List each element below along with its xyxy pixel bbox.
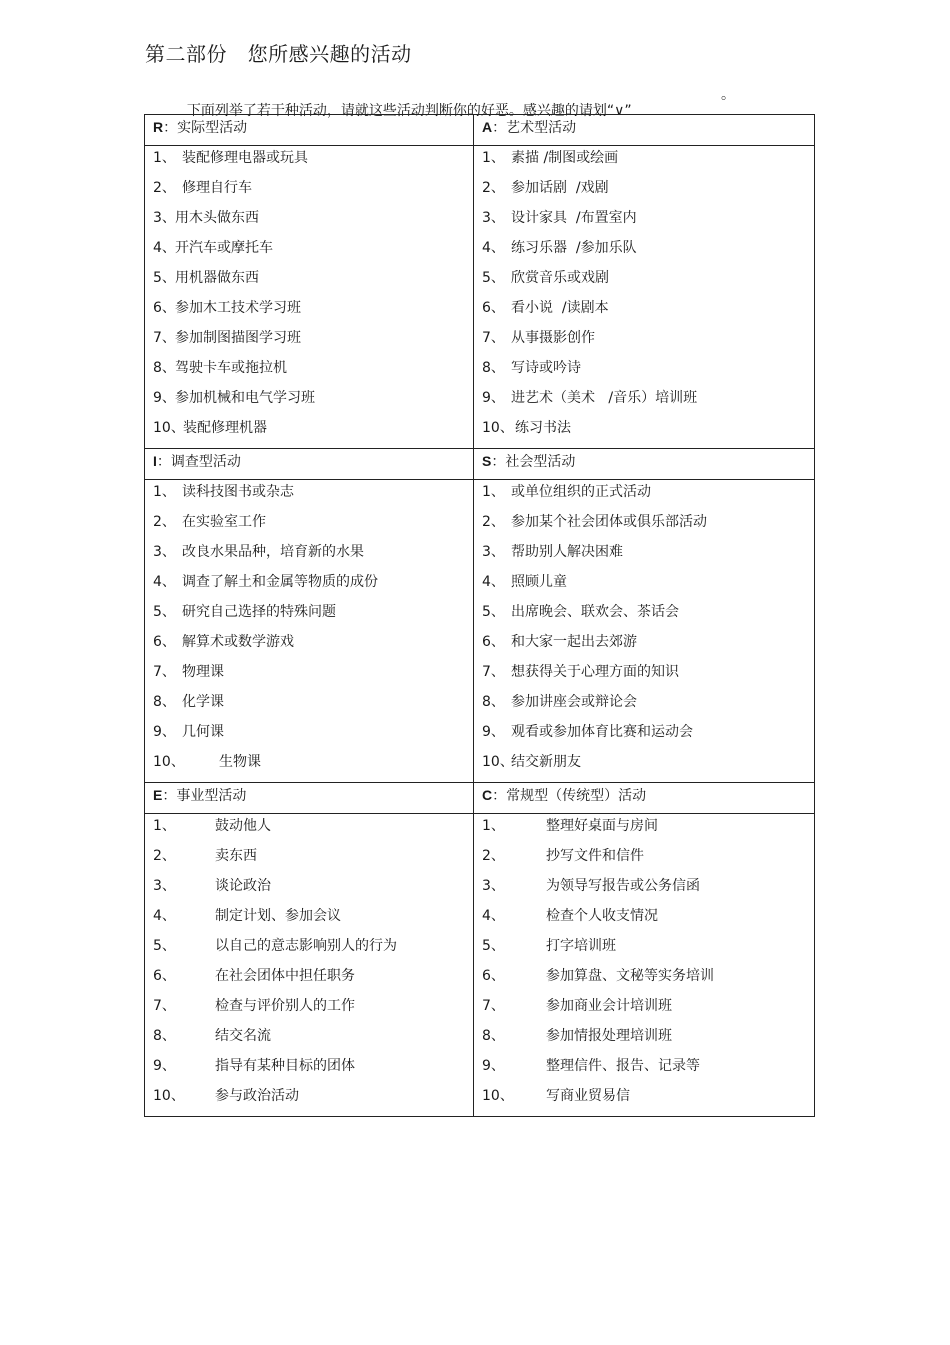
activity-item: [482, 267, 814, 297]
activity-number: 3、: [482, 544, 505, 560]
activity-text: 装配修理电器或玩具: [182, 150, 308, 166]
activity-item: [482, 721, 814, 751]
activity-text: 看小说 /读剧本: [511, 300, 609, 316]
activity-item: [482, 511, 814, 541]
activity-text: 检查与评价别人的工作: [215, 998, 355, 1014]
activity-number: 7、: [482, 664, 505, 680]
activity-item: [153, 237, 473, 267]
activity-text: 研究自己选择的特殊问题: [182, 604, 336, 620]
activity-item: [482, 327, 814, 357]
activity-item: [153, 631, 473, 661]
activity-text: 参加制图描图学习班: [175, 330, 301, 346]
activity-text: 整理好桌面与房间: [546, 818, 658, 834]
activity-number: 2、: [153, 848, 176, 864]
activity-item: [482, 751, 814, 781]
activity-item: [153, 661, 473, 691]
activity-item: [482, 237, 814, 267]
activity-item: [153, 327, 473, 357]
activity-item: [482, 481, 814, 511]
section-header-r: [145, 115, 474, 146]
activity-number: 9、: [153, 390, 176, 406]
activity-item: [482, 147, 814, 177]
section-list-r: [145, 146, 474, 449]
section-title: ：调查型活动: [156, 454, 241, 470]
activity-text: 参与政治活动: [215, 1088, 299, 1104]
activity-number: 7、: [482, 998, 505, 1014]
activity-text: 物理课: [182, 664, 224, 680]
activity-item: [153, 417, 473, 447]
activity-text: 参加机械和电气学习班: [175, 390, 315, 406]
activity-item: [482, 1055, 814, 1085]
activity-item: [153, 751, 473, 781]
activity-text: 解算术或数学游戏: [182, 634, 294, 650]
activity-text: 整理信件、报告、记录等: [546, 1058, 700, 1074]
activity-number: 7、: [482, 330, 505, 346]
activity-text: 帮助别人解决困难: [511, 544, 623, 560]
activity-text: 装配修理机器: [183, 420, 267, 436]
section-code: E: [153, 787, 163, 803]
activity-item: [153, 297, 473, 327]
activity-number: 1、: [153, 484, 176, 500]
activity-item: [482, 417, 814, 447]
activity-number: 6、: [153, 968, 176, 984]
section-header-i: [145, 449, 474, 480]
activity-item: [153, 721, 473, 751]
section-code: C: [482, 787, 493, 803]
activity-number: 4、: [482, 240, 505, 256]
activity-number: 4、: [153, 574, 176, 590]
activity-number: 8、: [153, 694, 176, 710]
activity-number: 6、: [482, 300, 505, 316]
activity-text: 参加算盘、文秘等实务培训: [546, 968, 714, 984]
activity-number: 5、: [153, 938, 176, 954]
activity-text: 用机器做东西: [175, 270, 259, 286]
section-list-s: [474, 480, 815, 783]
activity-text: 参加情报处理培训班: [546, 1028, 672, 1044]
activity-text: 从事摄影创作: [511, 330, 595, 346]
section-header-s: [474, 449, 815, 480]
activity-text: 开汽车或摩托车: [175, 240, 273, 256]
activity-text: 参加木工技术学习班: [175, 300, 301, 316]
activity-item: [153, 905, 473, 935]
activity-text: 谈论政治: [215, 878, 271, 894]
activity-item: [153, 601, 473, 631]
activity-number: 3、: [153, 878, 176, 894]
activity-item: [153, 177, 473, 207]
activity-number: 2、: [153, 180, 176, 196]
activity-text: 指导有某种目标的团体: [215, 1058, 355, 1074]
activity-item: [482, 845, 814, 875]
activity-item: [153, 207, 473, 237]
activity-item: [153, 935, 473, 965]
activity-text: 结交新朋友: [511, 754, 581, 770]
activity-item: [482, 691, 814, 721]
activity-number: 2、: [482, 848, 505, 864]
activity-item: [482, 387, 814, 417]
activity-item: [153, 571, 473, 601]
section-header-c: [474, 783, 815, 814]
activity-number: 5、: [153, 270, 176, 286]
section-header-a: [474, 115, 815, 146]
activity-item: [482, 297, 814, 327]
activity-item: [153, 481, 473, 511]
section-list-e: [145, 814, 474, 1117]
activity-number: 5、: [482, 270, 505, 286]
section-title: ：艺术型活动: [492, 120, 577, 136]
activity-number: 9、: [153, 1058, 176, 1074]
activity-text: 设计家具 /布置室内: [511, 210, 637, 226]
section-title: ：实际型活动: [163, 120, 248, 136]
activity-text: 卖东西: [215, 848, 257, 864]
activity-item: [482, 541, 814, 571]
activity-number: 9、: [153, 724, 176, 740]
activity-text: 结交名流: [215, 1028, 271, 1044]
activity-item: [482, 995, 814, 1025]
activity-text: 读科技图书或杂志: [182, 484, 294, 500]
activity-text: 为领导写报告或公务信函: [546, 878, 700, 894]
activity-item: [482, 965, 814, 995]
section-code: R: [153, 119, 164, 135]
section-title: ：社会型活动: [491, 454, 576, 470]
activity-item: [153, 1085, 473, 1115]
activity-number: 1、: [153, 818, 176, 834]
activity-text: 参加某个社会团体或俱乐部活动: [511, 514, 707, 530]
activity-text: 照顾儿童: [511, 574, 567, 590]
activity-number: 3、: [153, 544, 176, 560]
activity-number: 9、: [482, 724, 505, 740]
instructions-end: 。: [721, 87, 735, 103]
activity-item: [482, 207, 814, 237]
activity-number: 2、: [482, 180, 505, 196]
activity-text: 调查了解土和金属等物质的成份: [182, 574, 378, 590]
activity-item: [482, 1085, 814, 1115]
activity-number: 8、: [153, 1028, 176, 1044]
activity-text: 用木头做东西: [175, 210, 259, 226]
activity-number: 6、: [482, 968, 505, 984]
activity-number: 1、: [482, 150, 505, 166]
activity-text: 鼓动他人: [215, 818, 271, 834]
activity-number: 1、: [482, 484, 505, 500]
activity-number: 1、: [482, 818, 505, 834]
activity-item: [482, 815, 814, 845]
activity-number: 10、: [153, 1088, 185, 1104]
activity-item: [153, 815, 473, 845]
activity-survey-table: [144, 114, 815, 1117]
activity-text: 出席晚会、联欢会、茶话会: [511, 604, 679, 620]
activity-text: 以自己的意志影响别人的行为: [215, 938, 397, 954]
activity-text: 几何课: [182, 724, 224, 740]
activity-text: 制定计划、参加会议: [215, 908, 341, 924]
section-code: I: [153, 453, 157, 469]
activity-text: 检查个人收支情况: [546, 908, 658, 924]
activity-number: 7、: [153, 330, 176, 346]
activity-item: [482, 661, 814, 691]
activity-number: 8、: [482, 1028, 505, 1044]
activity-number: 9、: [482, 1058, 505, 1074]
activity-number: 3、: [482, 210, 505, 226]
activity-item: [482, 177, 814, 207]
activity-text: 改良水果品种，培育新的水果: [182, 544, 364, 560]
activity-text: 参加话剧 /戏剧: [511, 180, 609, 196]
activity-number: 10、: [153, 420, 185, 436]
activity-number: 5、: [482, 604, 505, 620]
activity-item: [153, 1055, 473, 1085]
activity-text: 想获得关于心理方面的知识: [511, 664, 679, 680]
activity-text: 参加讲座会或辩论会: [511, 694, 637, 710]
activity-item: [482, 571, 814, 601]
activity-number: 5、: [482, 938, 505, 954]
activity-number: 4、: [153, 240, 176, 256]
activity-number: 8、: [482, 694, 505, 710]
activity-text: 和大家一起出去郊游: [511, 634, 637, 650]
activity-text: 抄写文件和信件: [546, 848, 644, 864]
activity-item: [482, 631, 814, 661]
activity-item: [153, 541, 473, 571]
page-title: 第二部份 您所感兴趣的活动: [145, 42, 412, 66]
activity-number: 6、: [153, 300, 176, 316]
activity-item: [153, 267, 473, 297]
activity-text: 参加商业会计培训班: [546, 998, 672, 1014]
activity-text: 打字培训班: [546, 938, 616, 954]
activity-item: [153, 511, 473, 541]
activity-item: [482, 905, 814, 935]
activity-number: 8、: [153, 360, 176, 376]
activity-item: [482, 1025, 814, 1055]
activity-text: 驾驶卡车或拖拉机: [175, 360, 287, 376]
activity-item: [482, 935, 814, 965]
activity-item: [153, 147, 473, 177]
activity-item: [153, 845, 473, 875]
activity-text: 写诗或吟诗: [511, 360, 581, 376]
activity-text: 观看或参加体育比赛和运动会: [511, 724, 693, 740]
activity-number: 7、: [153, 664, 176, 680]
activity-text: 化学课: [182, 694, 224, 710]
activity-number: 10、: [482, 420, 514, 436]
activity-text: 欣赏音乐或戏剧: [511, 270, 609, 286]
activity-item: [482, 357, 814, 387]
instructions-text: 下面列举了若干种活动，请就这些活动判断你的好恶。感兴趣的请划“∨”: [186, 103, 632, 119]
activity-number: 2、: [482, 514, 505, 530]
activity-number: 10、: [153, 754, 185, 770]
activity-number: 1、: [153, 150, 176, 166]
activity-text: 或单位组织的正式活动: [511, 484, 651, 500]
activity-number: 2、: [153, 514, 176, 530]
section-list-c: [474, 814, 815, 1117]
activity-number: 3、: [482, 878, 505, 894]
activity-item: [153, 357, 473, 387]
activity-item: [153, 965, 473, 995]
activity-text: 练习书法: [515, 420, 571, 436]
activity-item: [153, 1025, 473, 1055]
section-title: ：事业型活动: [162, 788, 247, 804]
activity-number: 6、: [153, 634, 176, 650]
section-code: A: [482, 119, 493, 135]
activity-text: 进艺术（美术 /音乐）培训班: [511, 390, 698, 406]
activity-number: 7、: [153, 998, 176, 1014]
activity-number: 4、: [482, 574, 505, 590]
activity-item: [153, 875, 473, 905]
activity-text: 练习乐器 /参加乐队: [511, 240, 637, 256]
activity-number: 10、: [482, 754, 514, 770]
activity-item: [153, 691, 473, 721]
activity-text: 在社会团体中担任职务: [215, 968, 355, 984]
activity-text: 修理自行车: [182, 180, 252, 196]
section-code: S: [482, 453, 492, 469]
activity-item: [153, 995, 473, 1025]
activity-text: 在实验室工作: [182, 514, 266, 530]
activity-text: 素描 /制图或绘画: [511, 150, 619, 166]
activity-item: [482, 875, 814, 905]
activity-number: 4、: [482, 908, 505, 924]
activity-number: 6、: [482, 634, 505, 650]
activity-number: 3、: [153, 210, 176, 226]
section-header-e: [145, 783, 474, 814]
activity-number: 9、: [482, 390, 505, 406]
section-list-a: [474, 146, 815, 449]
activity-text: 写商业贸易信: [546, 1088, 630, 1104]
activity-text: 生物课: [219, 754, 261, 770]
activity-number: 10、: [482, 1088, 514, 1104]
section-list-i: [145, 480, 474, 783]
activity-item: [153, 387, 473, 417]
section-title: ：常规型（传统型）活动: [492, 788, 647, 804]
activity-number: 5、: [153, 604, 176, 620]
activity-number: 4、: [153, 908, 176, 924]
activity-number: 8、: [482, 360, 505, 376]
activity-item: [482, 601, 814, 631]
